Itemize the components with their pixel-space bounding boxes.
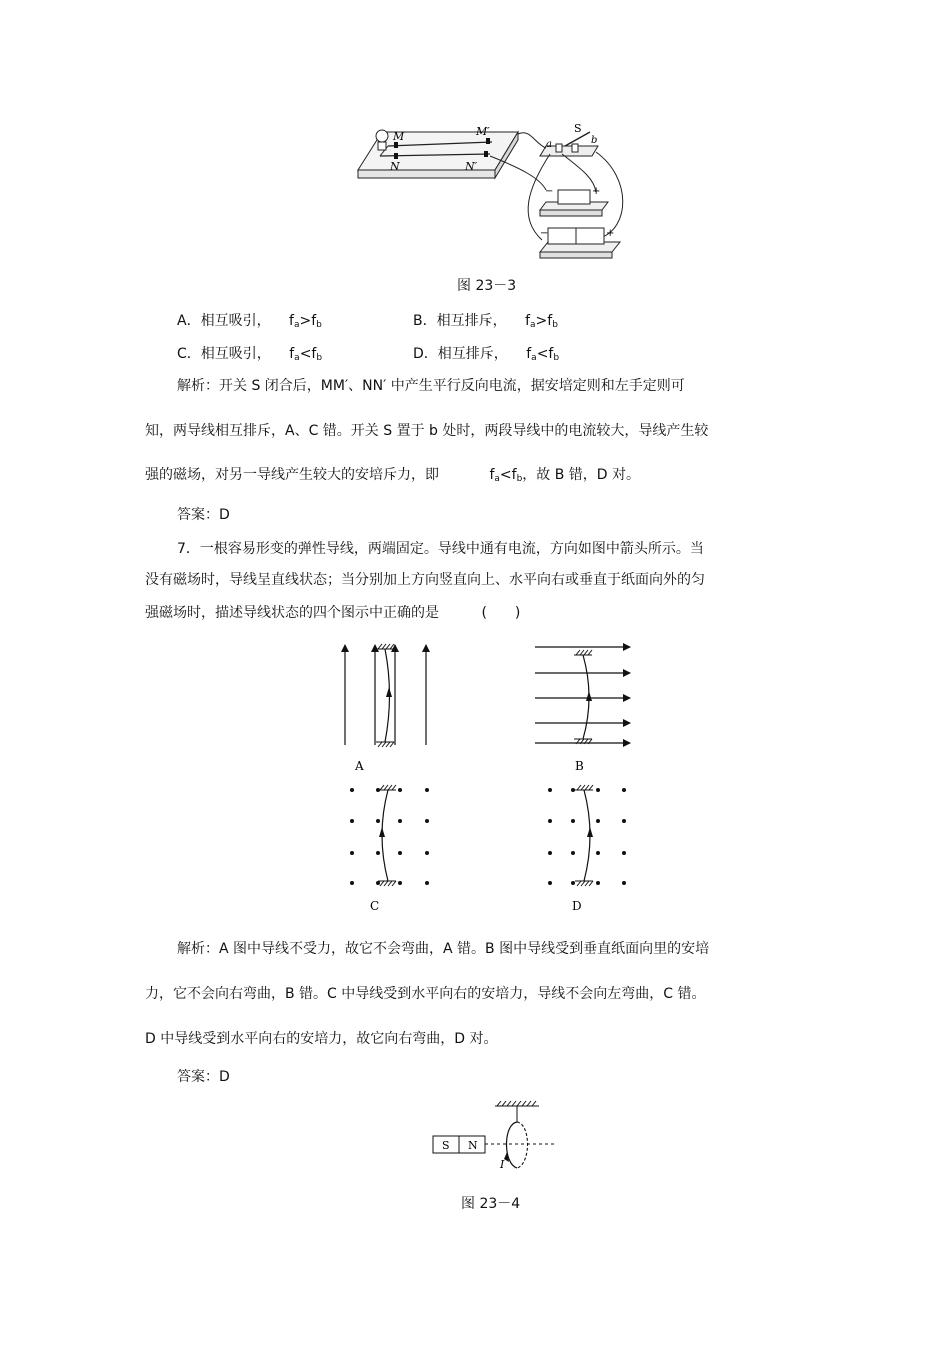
q7-stem-text: 强磁场时，描述导线状态的四个图示中正确的是 — [145, 605, 439, 621]
q6-analysis-line-3 — [145, 465, 640, 489]
f-symbol: f — [547, 313, 553, 329]
figure-23-3 — [350, 118, 630, 263]
option-letter: B． — [413, 313, 437, 329]
option-letter: C． — [177, 346, 201, 362]
option-text: 相互吸引， — [200, 346, 271, 362]
label-S: S — [574, 122, 582, 135]
figure-23-3-caption: 图 23－3 — [457, 278, 517, 294]
option-text: 相互吸引， — [200, 313, 271, 329]
panel-label-a: A — [355, 759, 364, 773]
f-symbol: f — [289, 313, 294, 329]
q7-answer: 答案：D — [177, 1069, 230, 1085]
option-text: 相互排斥， — [436, 313, 507, 329]
compare-op: > — [299, 313, 312, 329]
f-subscript: a — [531, 353, 537, 363]
panel-b — [535, 647, 630, 773]
current-label: I — [500, 1158, 505, 1171]
figure-23-4-caption: 图 23－4 — [461, 1196, 521, 1212]
option-c — [177, 343, 322, 363]
f-subscript: a — [530, 320, 536, 330]
f-symbol: f — [525, 313, 530, 329]
label-N-prime: N′ — [465, 160, 478, 173]
f-symbol: f — [289, 346, 295, 362]
label-M-prime: M′ — [476, 125, 490, 138]
f-subscript: a — [494, 474, 500, 484]
panel-label-b: B — [575, 759, 584, 773]
compare-op: < — [499, 467, 512, 483]
f-symbol: f — [511, 467, 517, 483]
option-letter: A． — [177, 313, 201, 329]
label-N: N — [390, 160, 400, 173]
magnet-n-label: N — [468, 1139, 478, 1152]
f-subscript: b — [553, 353, 560, 363]
q7-analysis-line-1: 解析：A 图中导线不受力，故它不会弯曲，A 错。B 图中导线受到垂直纸面向里的安培 — [177, 941, 710, 957]
q6-analysis-line-1: 解析：开关 S 闭合后，MM′、NN′ 中产生平行反向电流，据安培定则和左手定则可 — [177, 378, 685, 394]
label-a: a — [546, 139, 552, 150]
panel-d — [548, 785, 626, 913]
answer-blank: ( ) — [481, 605, 521, 621]
f-symbol: f — [311, 346, 317, 362]
panel-label-c: C — [370, 899, 380, 913]
battery2-minus: − — [540, 228, 549, 239]
q7-stem-line-2: 没有磁场时，导线呈直线状态；当分别加上方向竖直向上、水平向右或垂直于纸面向外的匀 — [145, 572, 705, 588]
magnet-s-label: S — [442, 1139, 450, 1152]
label-b: b — [591, 135, 598, 146]
compare-op: < — [536, 346, 549, 362]
battery1-plus: + — [592, 186, 601, 197]
f-symbol: f — [548, 346, 554, 362]
f-subscript: b — [552, 320, 558, 330]
q6-analysis-line-2: 知，两导线相互排斥，A、C 错。开关 S 置于 b 处时，两段导线中的电流较大，导线产生较 — [145, 423, 709, 439]
q6-analysis-conclusion: ，故 B 错，D 对。 — [522, 467, 641, 483]
f-subscript: b — [316, 320, 322, 330]
option-a — [177, 310, 322, 330]
option-b — [413, 310, 558, 330]
figure-23-4 — [425, 1098, 565, 1178]
f-symbol: f — [311, 313, 317, 329]
f-symbol: f — [526, 346, 532, 362]
battery1-minus: − — [545, 186, 554, 197]
compare-op: > — [535, 313, 548, 329]
f-subscript: b — [316, 353, 323, 363]
panel-c — [350, 785, 429, 913]
compare-op: < — [299, 346, 312, 362]
battery2-plus: + — [606, 228, 615, 239]
q7-stem-line-1: 7．一根容易形变的弹性导线，两端固定。导线中通有电流，方向如图中箭头所示。当 — [177, 541, 704, 557]
option-text: 相互排斥， — [437, 346, 508, 362]
panel-a — [345, 644, 426, 773]
q6-answer: 答案：D — [177, 507, 230, 523]
f-subscript: a — [294, 353, 300, 363]
label-M: M — [393, 130, 405, 143]
panel-label-d: D — [572, 899, 582, 913]
option-d — [413, 343, 559, 363]
q7-stem-line-3 — [145, 603, 520, 623]
f-subscript: b — [516, 474, 523, 484]
q7-figures — [330, 635, 640, 915]
f-subscript: a — [293, 320, 300, 330]
q7-analysis-line-3: D 中导线受到水平向右的安培力，故它向右弯曲，D 对。 — [145, 1031, 498, 1047]
f-symbol: f — [489, 467, 495, 483]
q7-analysis-line-2: 力，它不会向右弯曲，B 错。C 中导线受到水平向右的安培力，导线不会向左弯曲，C 错。 — [145, 986, 706, 1002]
q6-analysis-text: 强的磁场，对另一导线产生较大的安培斥力，即 — [145, 467, 439, 483]
option-letter: D． — [413, 346, 438, 362]
